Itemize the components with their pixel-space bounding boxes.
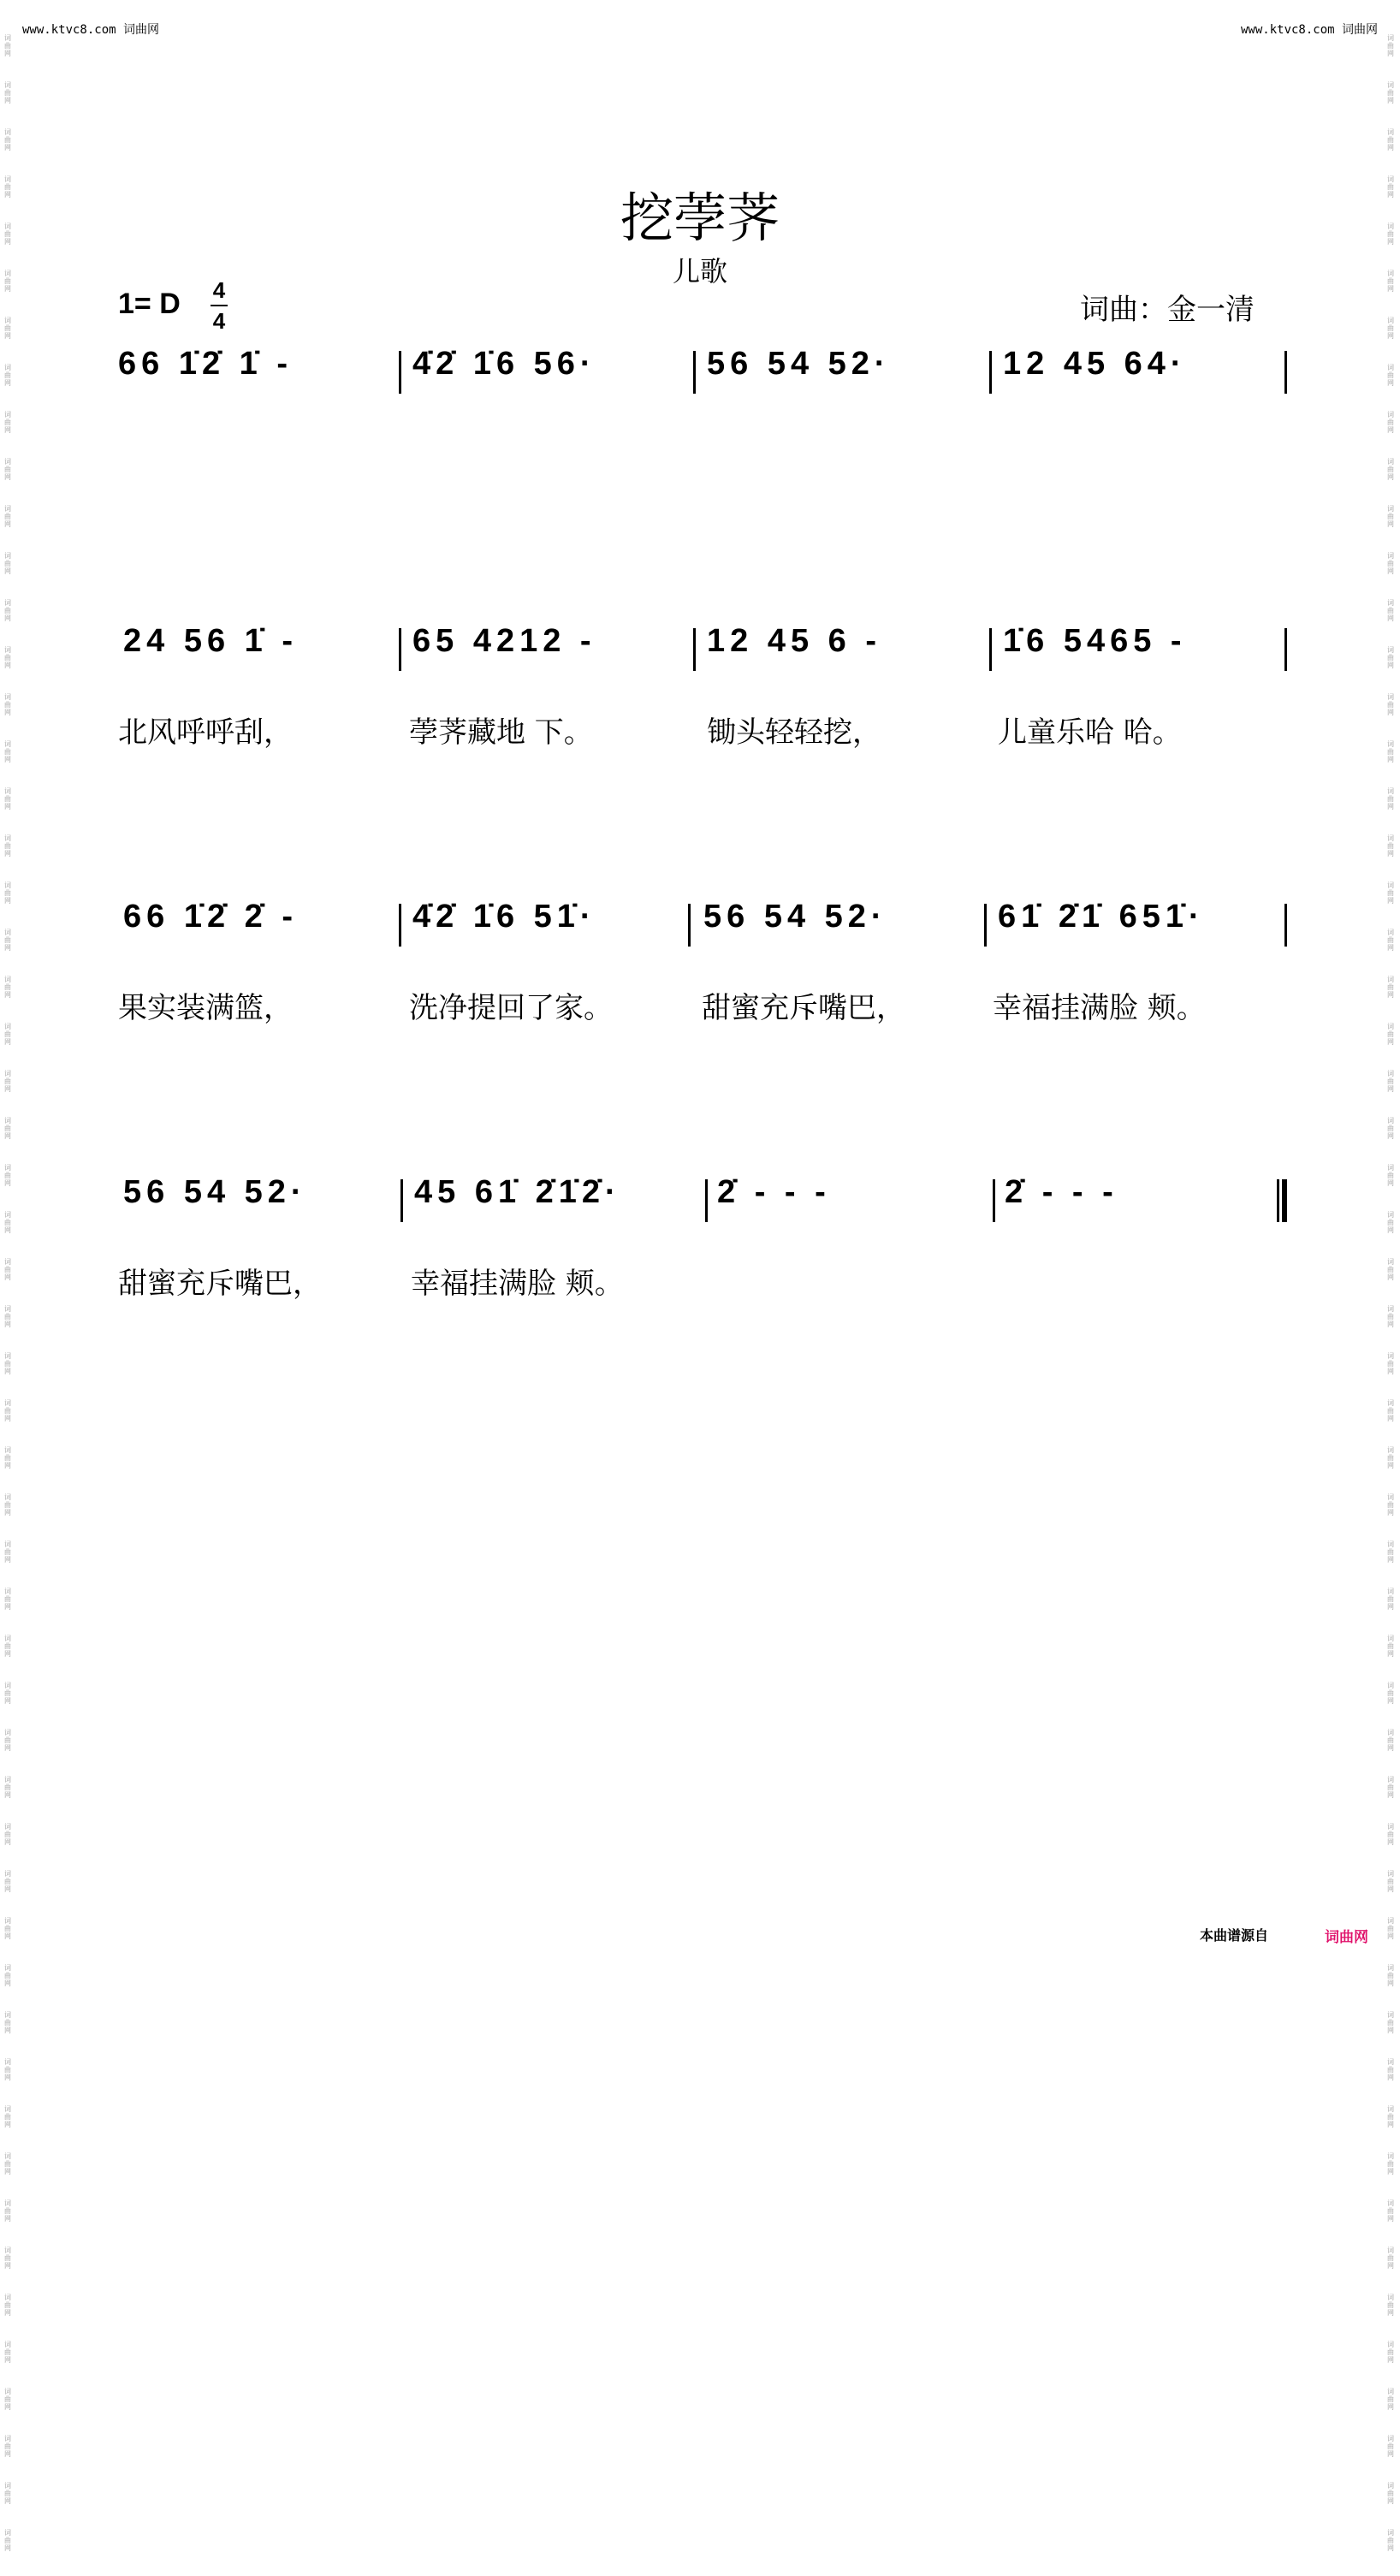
watermark-text: 词 曲 网 [4, 646, 11, 669]
footer-source-label: 本曲谱源自 [1200, 1927, 1269, 1944]
watermark-text: 词 曲 网 [1387, 411, 1394, 434]
watermark-text: 词 曲 网 [1387, 2011, 1394, 2034]
watermark-text: 词 曲 网 [4, 881, 11, 905]
watermark-text: 词 曲 网 [4, 1635, 11, 1658]
watermark-text: 词 曲 网 [1387, 128, 1394, 151]
final-barline [1277, 1179, 1287, 1222]
lyric: 洗净提回了家。 [409, 991, 613, 1025]
watermark-text: 词 曲 网 [4, 34, 11, 57]
watermark-text: 词 曲 网 [1387, 1729, 1394, 1752]
watermark-text: 词 曲 网 [1387, 1305, 1394, 1328]
watermark-text: 词 曲 网 [4, 1399, 11, 1422]
watermark-text: 词 曲 网 [4, 1070, 11, 1093]
watermark-text: 词 曲 网 [1387, 1776, 1394, 1799]
watermark-text: 词 曲 网 [4, 1211, 11, 1234]
measure: 45 61̇ 2̇1̇2̇· [414, 1174, 621, 1210]
watermark-text: 词 曲 网 [1387, 1164, 1394, 1187]
watermark-text: 词 曲 网 [1387, 1117, 1394, 1140]
watermark-text: 词 曲 网 [4, 1729, 11, 1752]
watermark-text: 词 曲 网 [1387, 2435, 1394, 2458]
watermark-text: 词 曲 网 [1387, 1070, 1394, 1093]
watermark-text: 词 曲 网 [1387, 1870, 1394, 1893]
watermark-text: 词 曲 网 [4, 2199, 11, 2223]
watermark-text: 词 曲 网 [1387, 2482, 1394, 2505]
watermark-text: 词 曲 网 [4, 2058, 11, 2081]
watermark-text: 词 曲 网 [4, 1164, 11, 1187]
watermark-text: 词 曲 网 [1387, 1964, 1394, 1987]
measure: 12 45 64· [1003, 346, 1187, 382]
watermark-text: 词 曲 网 [4, 1964, 11, 1987]
watermark-text: 词 曲 网 [4, 1540, 11, 1564]
watermark-text: 词 曲 网 [1387, 2529, 1394, 2552]
watermark-text: 词 曲 网 [4, 1352, 11, 1375]
watermark-text: 词 曲 网 [1387, 740, 1394, 763]
watermark-text: 词 曲 网 [4, 81, 11, 104]
lyric: 儿童乐哈 哈。 [998, 715, 1182, 750]
watermark-text: 词 曲 网 [4, 1023, 11, 1046]
watermark-text: 词 曲 网 [1387, 1352, 1394, 1375]
watermark-text: 词 曲 网 [1387, 834, 1394, 858]
watermark-text: 词 曲 网 [1387, 1211, 1394, 1234]
watermark-text: 词 曲 网 [4, 1917, 11, 1940]
watermark-text: 词 曲 网 [1387, 976, 1394, 999]
watermark-text: 词 曲 网 [4, 2247, 11, 2270]
watermark-text: 词 曲 网 [1387, 787, 1394, 810]
watermark-right [1385, 34, 1397, 2576]
watermark-text: 词 曲 网 [4, 693, 11, 716]
measure: 66 1̇2̇ 2̇ - [123, 899, 298, 935]
lyric: 北风呼呼刮， [118, 715, 293, 750]
watermark-text: 词 曲 网 [4, 1823, 11, 1846]
lyric: 果实装满篮， [118, 991, 293, 1025]
measure: 4̇2̇ 1̇6 56· [412, 346, 596, 382]
watermark-text: 词 曲 网 [1387, 929, 1394, 952]
song-subtitle: 儿歌 [672, 255, 727, 288]
watermark-text: 词 曲 网 [4, 740, 11, 763]
measure: 61̇ 2̇1̇ 651̇· [998, 899, 1205, 935]
watermark-text: 词 曲 网 [4, 976, 11, 999]
watermark-text: 词 曲 网 [4, 599, 11, 622]
watermark-text: 词 曲 网 [4, 270, 11, 293]
watermark-text: 词 曲 网 [4, 2435, 11, 2458]
measure: 66 1̇2̇ 1̇ - [118, 346, 293, 382]
watermark-text: 词 曲 网 [1387, 1635, 1394, 1658]
measure: 56 54 52· [123, 1174, 307, 1210]
composer-credit: 词曲：金一清 [1080, 293, 1255, 327]
lyric: 甜蜜充斥嘴巴， [118, 1267, 322, 1301]
watermark-text: 词 曲 网 [4, 787, 11, 810]
watermark-text: 词 曲 网 [4, 128, 11, 151]
watermark-text: 词 曲 网 [1387, 317, 1394, 340]
lyric: 幸福挂满脸 颊。 [411, 1267, 624, 1301]
watermark-text: 词 曲 网 [4, 2482, 11, 2505]
time-signature-bottom: 4 [212, 308, 226, 334]
watermark-text: 词 曲 网 [4, 1446, 11, 1469]
watermark-text: 词 曲 网 [4, 1588, 11, 1611]
watermark-text: 词 曲 网 [4, 175, 11, 199]
watermark-text: 词 曲 网 [1387, 1258, 1394, 1281]
watermark-text: 词 曲 网 [1387, 1540, 1394, 1564]
watermark-left [2, 34, 14, 2576]
watermark-text: 词 曲 网 [1387, 552, 1394, 575]
watermark-text: 词 曲 网 [1387, 881, 1394, 905]
watermark-text: 词 曲 网 [4, 552, 11, 575]
watermark-text: 词 曲 网 [4, 1493, 11, 1517]
measure: 56 54 52· [703, 899, 887, 935]
watermark-text: 词 曲 网 [1387, 2294, 1394, 2317]
watermark-text: 词 曲 网 [1387, 1446, 1394, 1469]
watermark-text: 词 曲 网 [4, 929, 11, 952]
watermark-text: 词 曲 网 [1387, 1823, 1394, 1846]
watermark-text: 词 曲 网 [1387, 34, 1394, 57]
watermark-text: 词 曲 网 [1387, 223, 1394, 246]
header-left: www.ktvc8.com 词曲网 [22, 23, 160, 37]
watermark-text: 词 曲 网 [1387, 1588, 1394, 1611]
watermark-text: 词 曲 网 [1387, 2247, 1394, 2270]
watermark-text: 词 曲 网 [1387, 505, 1394, 528]
watermark-text: 词 曲 网 [4, 317, 11, 340]
measure: 2̇ - - - [1005, 1174, 1118, 1210]
lyric: 荸荠藏地 下。 [409, 715, 593, 750]
watermark-text: 词 曲 网 [4, 411, 11, 434]
measure: 56 54 52· [707, 346, 891, 382]
watermark-text: 词 曲 网 [4, 834, 11, 858]
watermark-text: 词 曲 网 [1387, 646, 1394, 669]
watermark-text: 词 曲 网 [1387, 1682, 1394, 1705]
watermark-text: 词 曲 网 [4, 1117, 11, 1140]
watermark-text: 词 曲 网 [4, 2341, 11, 2364]
watermark-text: 词 曲 网 [1387, 81, 1394, 104]
watermark-text: 词 曲 网 [1387, 364, 1394, 387]
watermark-text: 词 曲 网 [1387, 2341, 1394, 2364]
watermark-text: 词 曲 网 [4, 1305, 11, 1328]
header-right: www.ktvc8.com 词曲网 [1241, 23, 1379, 37]
watermark-text: 词 曲 网 [1387, 599, 1394, 622]
song-title: 挖荸荠 [620, 187, 780, 249]
time-signature [211, 276, 228, 335]
watermark-text: 词 曲 网 [4, 505, 11, 528]
watermark-text: 词 曲 网 [1387, 458, 1394, 481]
lyric: 甜蜜充斥嘴巴， [702, 991, 905, 1025]
watermark-text: 词 曲 网 [1387, 270, 1394, 293]
watermark-text: 词 曲 网 [1387, 175, 1394, 199]
watermark-text: 词 曲 网 [4, 1682, 11, 1705]
watermark-text: 词 曲 网 [1387, 2199, 1394, 2223]
time-signature-top: 4 [212, 277, 226, 303]
measure: 2̇ - - - [717, 1174, 831, 1210]
measure: 4̇2̇ 1̇6 51̇· [412, 899, 596, 935]
watermark-text: 词 曲 网 [1387, 2105, 1394, 2128]
key-signature: 1= D [118, 288, 181, 320]
watermark-text: 词 曲 网 [1387, 693, 1394, 716]
watermark-text: 词 曲 网 [4, 2011, 11, 2034]
watermark-text: 词 曲 网 [4, 458, 11, 481]
watermark-text: 词 曲 网 [1387, 1399, 1394, 1422]
watermark-text: 词 曲 网 [4, 1776, 11, 1799]
watermark-text: 词 曲 网 [4, 2105, 11, 2128]
watermark-text: 词 曲 网 [1387, 2058, 1394, 2081]
watermark-text: 词 曲 网 [1387, 2152, 1394, 2175]
measure: 1̇6 5465 - [1003, 623, 1187, 659]
watermark-text: 词 曲 网 [4, 364, 11, 387]
watermark-text: 词 曲 网 [1387, 1493, 1394, 1517]
measure: 24 56 1̇ - [123, 623, 298, 659]
watermark-text: 词 曲 网 [4, 2388, 11, 2411]
lyric: 幸福挂满脸 颊。 [993, 991, 1206, 1025]
measure: 12 45 6 - [707, 623, 881, 659]
watermark-text: 词 曲 网 [4, 2294, 11, 2317]
watermark-text: 词 曲 网 [4, 1258, 11, 1281]
watermark-text: 词 曲 网 [4, 223, 11, 246]
watermark-text: 词 曲 网 [1387, 2388, 1394, 2411]
lyric: 锄头轻轻挖， [707, 715, 881, 750]
watermark-text: 词 曲 网 [1387, 1917, 1394, 1940]
footer-site-link[interactable]: 词曲网 [1325, 1929, 1368, 1946]
watermark-text: 词 曲 网 [4, 1870, 11, 1893]
watermark-text: 词 曲 网 [4, 2152, 11, 2175]
measure: 65 4212 - [412, 623, 596, 659]
watermark-text: 词 曲 网 [4, 2529, 11, 2552]
watermark-text: 词 曲 网 [1387, 1023, 1394, 1046]
